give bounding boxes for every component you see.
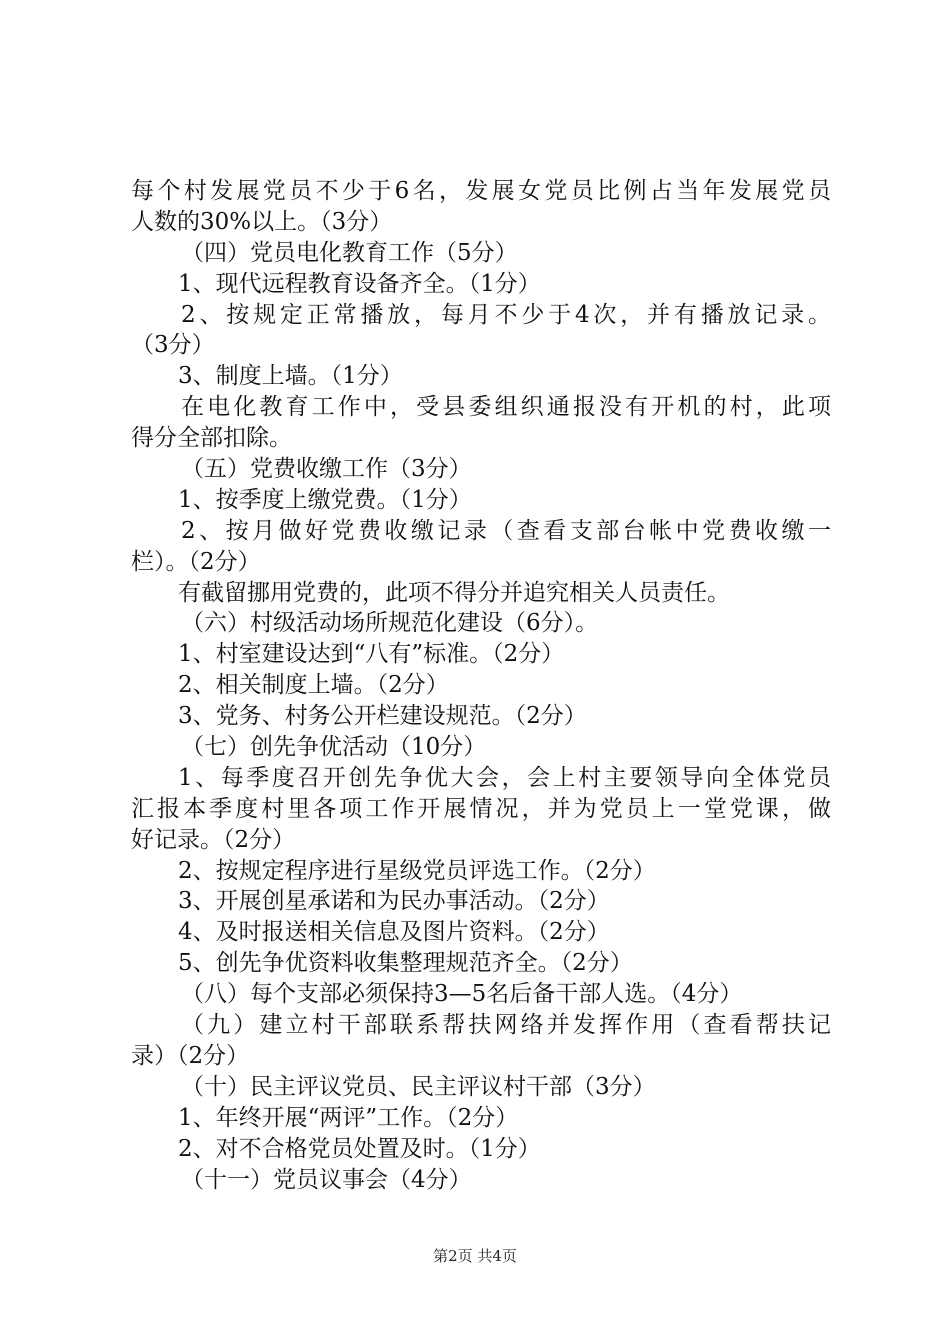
paragraph-line: 有截留挪用党费的，此项不得分并追究相关人员责任。 bbox=[178, 579, 730, 606]
paragraph-line: （九）建立村干部联系帮扶网络并发挥作用（查看帮扶记 bbox=[181, 1012, 831, 1039]
paragraph-line: （十一）党员议事会（4分） bbox=[181, 1166, 472, 1193]
paragraph-line: 1、每季度召开创先争优大会，会上村主要领导向全体党员 bbox=[178, 764, 831, 791]
paragraph-line: 3、制度上墙。（1分） bbox=[178, 363, 403, 390]
paragraph-line: 1、年终开展“两评”工作。（2分） bbox=[178, 1104, 519, 1131]
paragraph-line: 3、党务、村务公开栏建设规范。（2分） bbox=[178, 703, 587, 730]
paragraph-line: 汇报本季度村里各项工作开展情况，并为党员上一堂党课，做 bbox=[131, 795, 831, 822]
paragraph-line: 3、开展创星承诺和为民办事活动。（2分） bbox=[178, 888, 610, 915]
paragraph-line: （八）每个支部必须保持3—5名后备干部人选。（4分） bbox=[181, 981, 743, 1008]
paragraph-line: 1、现代远程教育设备齐全。（1分） bbox=[178, 270, 541, 297]
paragraph-line: 每个村发展党员不少于6名，发展女党员比例占当年发展党员 bbox=[131, 178, 831, 204]
document-body bbox=[131, 176, 831, 1195]
paragraph-line: 4、及时报送相关信息及图片资料。（2分） bbox=[178, 919, 610, 946]
paragraph-line: 1、按季度上缴党费。（1分） bbox=[178, 486, 472, 513]
paragraph-line: 5、创先争优资料收集整理规范齐全。（2分） bbox=[178, 950, 633, 977]
paragraph-line: （3分） bbox=[131, 332, 215, 359]
paragraph-line: 1、村室建设达到“八有”标准。（2分） bbox=[178, 641, 565, 668]
paragraph-line: （五）党费收缴工作（3分） bbox=[181, 456, 472, 483]
paragraph-line: 得分全部扣除。 bbox=[131, 425, 292, 452]
paragraph-line: （十）民主评议党员、民主评议村干部（3分） bbox=[181, 1073, 656, 1100]
paragraph-line: 2、相关制度上墙。（2分） bbox=[178, 672, 449, 699]
paragraph-line: （七）创先争优活动（10分） bbox=[181, 734, 487, 761]
paragraph-line: （四）党员电化教育工作（5分） bbox=[181, 239, 518, 266]
paragraph-line: 2、按月做好党费收缴记录（查看支部台帐中党费收缴一 bbox=[181, 517, 831, 544]
paragraph-line: 人数的30%以上。（3分） bbox=[131, 208, 393, 235]
paragraph-line: （六）村级活动场所规范化建设（6分）。 bbox=[181, 610, 599, 637]
paragraph-line: 录）（2分） bbox=[131, 1042, 250, 1069]
paragraph-line: 在电化教育工作中，受县委组织通报没有开机的村，此项 bbox=[181, 394, 831, 421]
paragraph-line: 2、按规定程序进行星级党员评选工作。（2分） bbox=[178, 857, 656, 884]
paragraph-line: 2、对不合格党员处置及时。（1分） bbox=[178, 1135, 541, 1162]
paragraph-line: 好记录。（2分） bbox=[131, 826, 296, 853]
paragraph-line: 2、按规定正常播放，每月不少于4次，并有播放记录。 bbox=[181, 301, 831, 328]
paragraph-line: 栏）。（2分） bbox=[131, 548, 261, 575]
page-footer: 第2页 共4页 bbox=[433, 1247, 517, 1265]
